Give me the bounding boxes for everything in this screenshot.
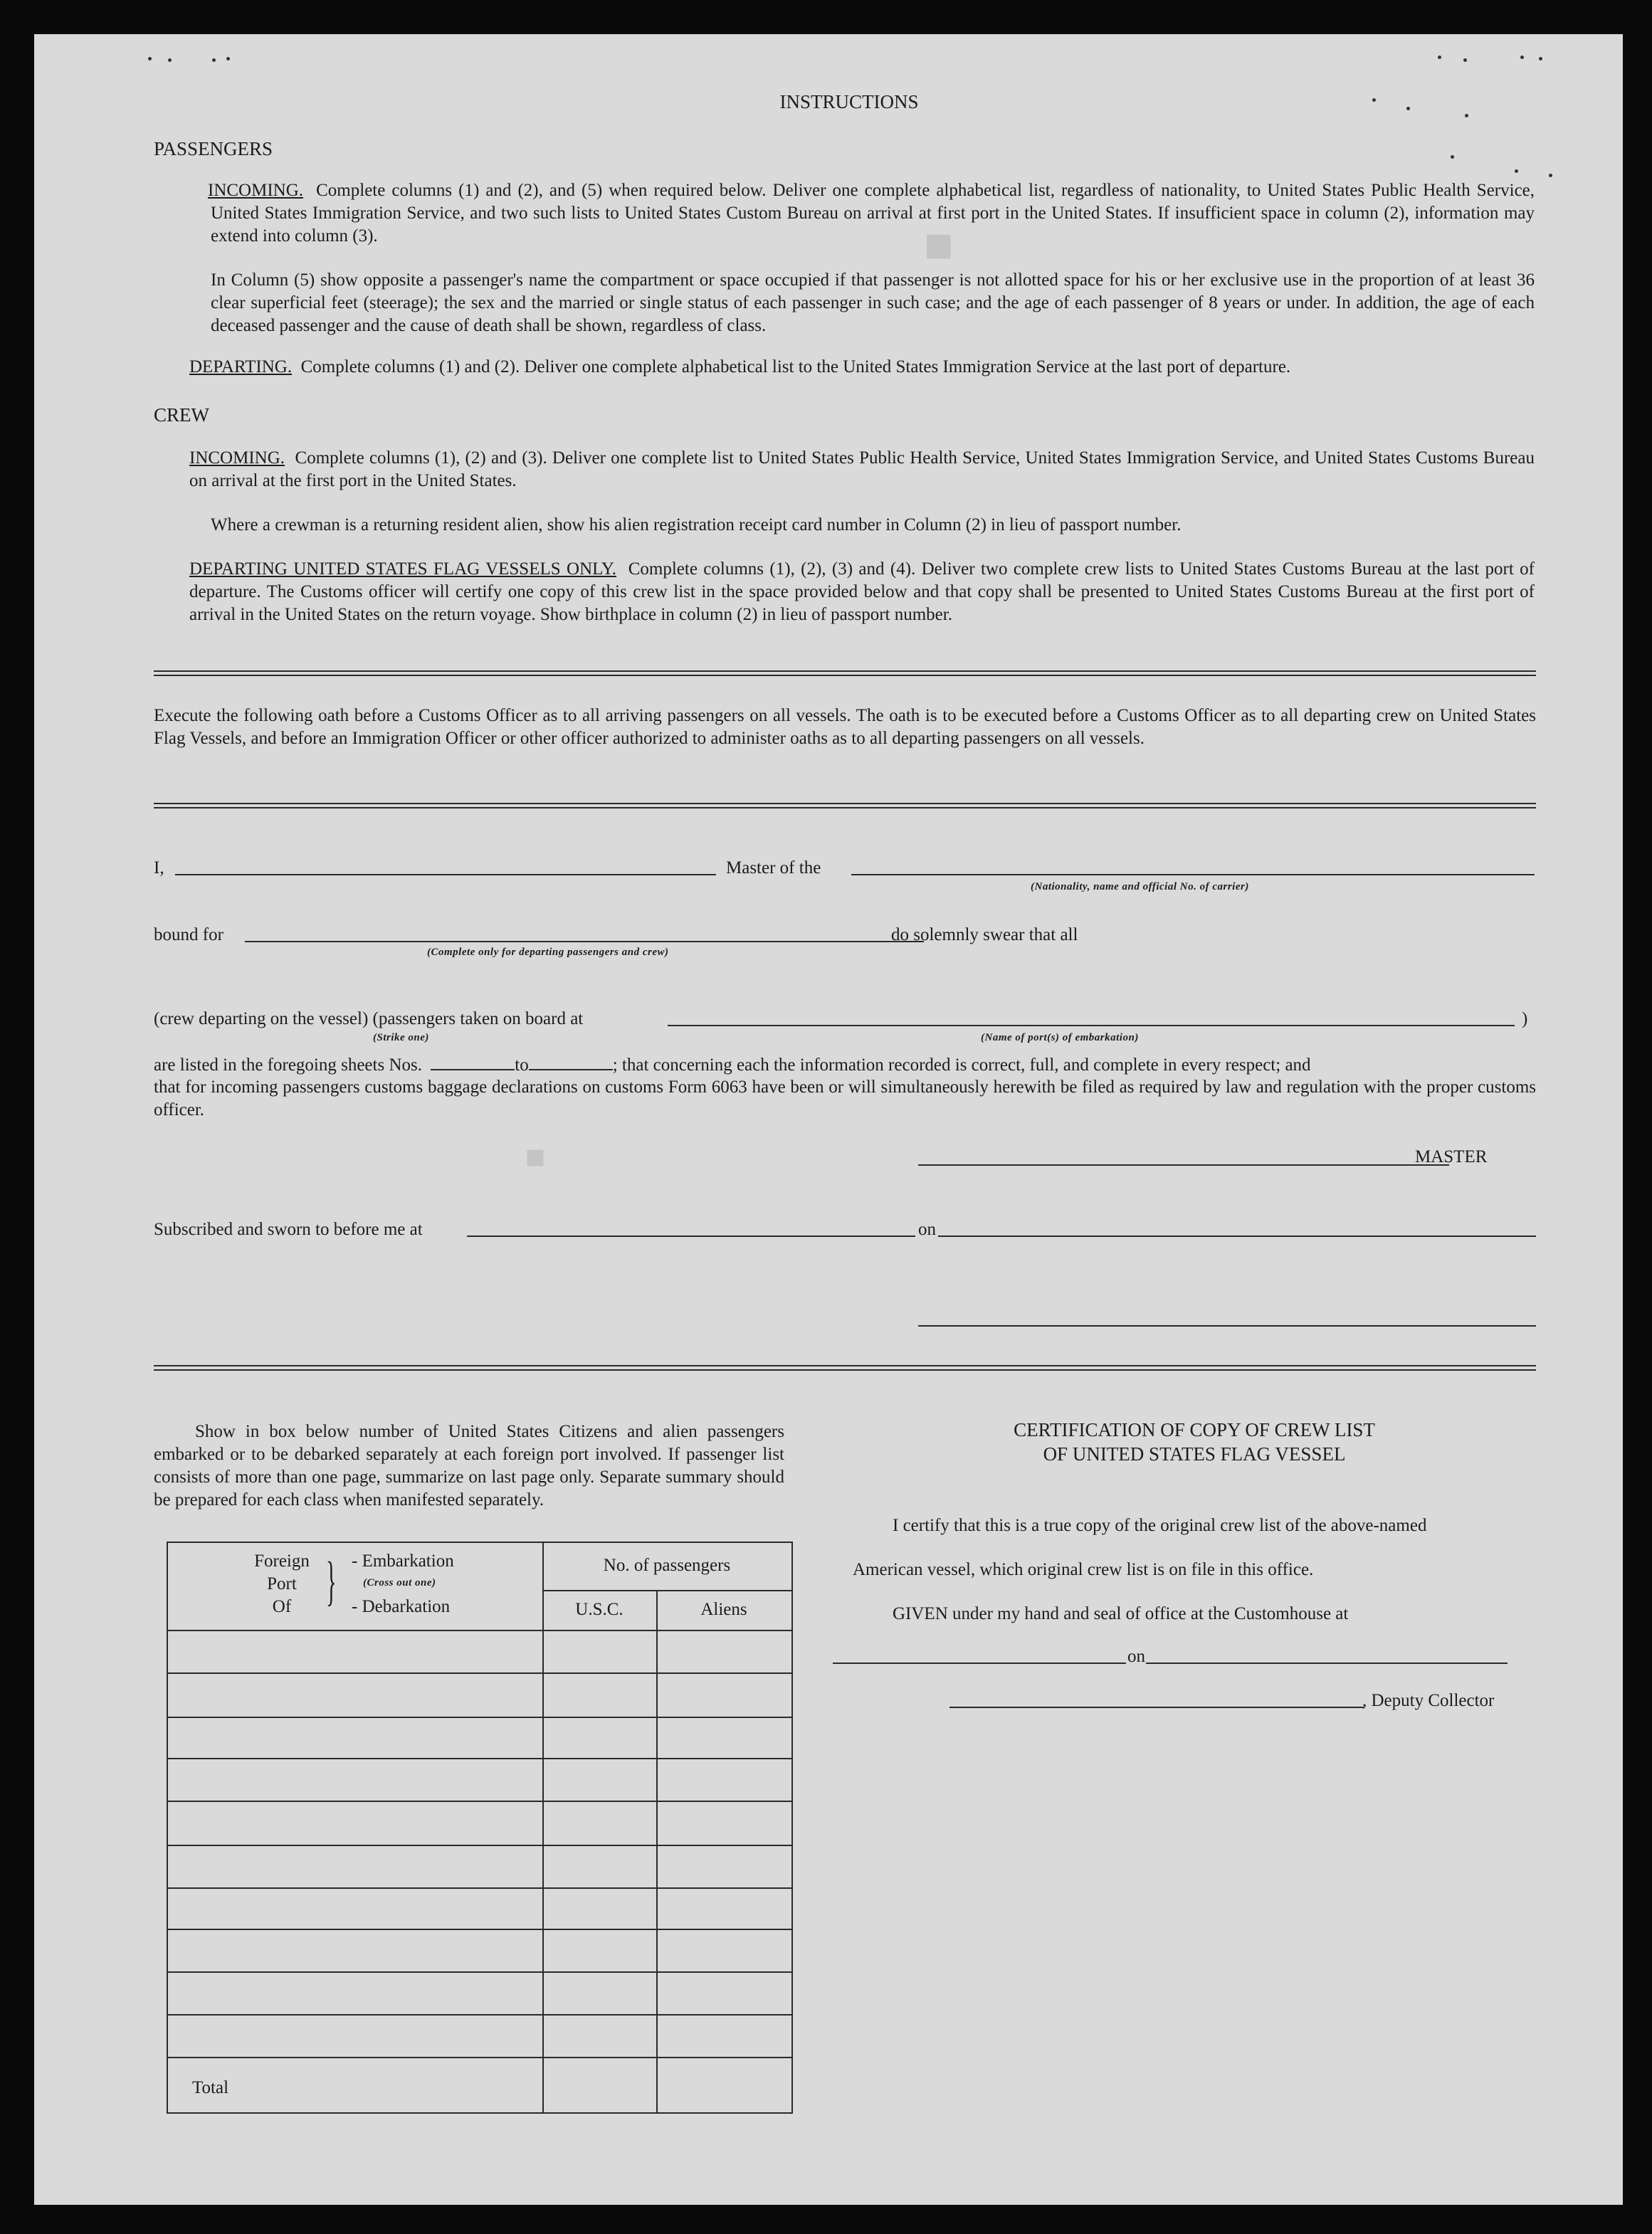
crew-incoming-instructions — [189, 447, 1535, 492]
summary-instructions: Show in box below number of United States Citizens and alien passengers embarked or to be debarked separately at each foreign port involved. If passenger list consists of more than one page, summarize on last page only. Separate summary should be prepared for each class when manifested separately. — [154, 1422, 784, 1509]
brace-icon: } — [326, 1551, 337, 1611]
officer-signature-field[interactable] — [918, 1325, 1536, 1327]
certification-title-line1: CERTIFICATION OF COPY OF CREW LIST — [1014, 1419, 1375, 1440]
table-row — [168, 1929, 791, 1930]
given-text: GIVEN under my hand and seal of office at the Customhouse at — [893, 1604, 1349, 1623]
subscribed-on-label: on — [918, 1220, 936, 1239]
oath-intro: Execute the following oath before a Customs Officer as to all arriving passengers on all vessels. The oath is to be executed before a Customs Officer as to all departing crew on United States Flag Vessels, and before an Immigration Officer or other officer authorized to administer oaths as to all departing passengers on all vessels. — [154, 706, 1536, 748]
crew-departing-label: DEPARTING UNITED STATES FLAG VESSELS ONLY. — [189, 559, 616, 579]
col-port-label: Port — [267, 1574, 297, 1593]
master-name-field[interactable] — [175, 874, 716, 875]
customhouse-place-field[interactable] — [833, 1663, 1126, 1664]
sheet-to-field[interactable] — [529, 1053, 613, 1070]
table-row — [168, 1672, 791, 1674]
certify-text: I certify that this is a true copy of the original crew list of the above-named — [893, 1516, 1427, 1535]
listed-prefix: are listed in the foregoing sheets Nos. — [154, 1055, 422, 1075]
deputy-collector-signature-field[interactable] — [949, 1707, 1364, 1708]
table-row — [168, 1758, 791, 1759]
col-passengers-label: No. of passengers — [603, 1556, 731, 1575]
table-header-divider — [542, 1590, 791, 1591]
cross-out-hint: (Cross out one) — [363, 1577, 436, 1588]
master-label: MASTER — [1415, 1147, 1488, 1166]
table-header-bottom — [168, 1630, 791, 1631]
passengers-departing-instructions — [189, 356, 1535, 379]
deputy-collector-label: , Deputy Collector — [1362, 1691, 1495, 1710]
swear-label: do solemnly swear that all — [891, 925, 1078, 944]
table-row — [168, 2057, 791, 2058]
table-row — [168, 1845, 791, 1846]
bleed-through-mark: ■ — [924, 226, 954, 263]
listed-suffix: ; that concerning each the information recorded is correct, full, and complete in every respect; and — [612, 1055, 1311, 1075]
passengers-departing-text: Complete columns (1) and (2). Deliver one complete alphabetical list to the United States Immigration Service at the last port of departure. — [300, 357, 1291, 376]
speck — [148, 57, 152, 60]
speck — [1463, 58, 1467, 62]
col-aliens-label: Aliens — [700, 1600, 747, 1619]
section-divider — [154, 1365, 1536, 1371]
port-hint: (Name of port(s) of embarkation) — [981, 1032, 1139, 1043]
passengers-heading: PASSENGERS — [154, 138, 273, 159]
col-foreign-label: Foreign — [254, 1551, 310, 1571]
embarkation-port-field[interactable] — [668, 1025, 1515, 1026]
listed-line — [154, 1053, 1536, 1077]
table-col-divider — [542, 1543, 544, 2112]
table-row — [168, 1717, 791, 1718]
sheet-from-field[interactable] — [431, 1053, 515, 1070]
passengers-incoming-label: INCOMING. — [208, 181, 304, 200]
table-row — [168, 1801, 791, 1802]
speck — [1438, 56, 1441, 59]
bound-for-field[interactable] — [245, 941, 924, 942]
speck — [168, 58, 172, 62]
strike-hint: (Strike one) — [373, 1032, 429, 1043]
speck — [1451, 155, 1454, 159]
col-of-label: Of — [272, 1597, 292, 1616]
to-label: to — [515, 1055, 529, 1075]
carrier-field[interactable] — [851, 874, 1535, 875]
certification-on-label: on — [1127, 1647, 1145, 1666]
passengers-incoming-instructions — [208, 179, 1535, 248]
passengers-column5-text: In Column (5) show opposite a passenger's name the compartment or space occupied if that passenger is not allotted space for his or her exclusive use in the proportion of at least 36 clear superficial feet (steerage); the sex and the married or single status of each passenger in such case; and the age of each passenger of 8 years or under. In addition, the age of each deceased passenger and the cause of death shall be shown, regardless of class. — [211, 270, 1535, 335]
subscribed-place-field[interactable] — [467, 1235, 915, 1237]
crew-incoming-label: INCOMING. — [189, 448, 285, 468]
crew-departing-text: Complete columns (1), (2), (3) and (4). Deliver two complete crew lists to United States Customs Bureau at the last port of departure. The Customs officer will certify one copy of this crew list in the space provided below and that copy shall be presented to United States Customs Bureau at the first port of arrival in the United States on the return voyage. Show birthplace in column (2) in lieu of passport number. — [189, 559, 1535, 624]
speck — [1539, 57, 1542, 60]
american-vessel-text: American vessel, which original crew list is on file in this office. — [853, 1560, 1314, 1579]
close-paren: ) — [1522, 1009, 1528, 1028]
section-divider — [154, 803, 1536, 808]
page-title: INSTRUCTIONS — [779, 91, 919, 112]
subscribed-label: Subscribed and sworn to before me at — [154, 1220, 423, 1239]
speck — [212, 58, 216, 62]
form-page — [34, 34, 1623, 2205]
speck — [1465, 114, 1468, 117]
crew-incoming-text: Complete columns (1), (2) and (3). Deliver one complete list to United States Public Health Service, United States Immigration Service, and United States Customs Bureau on arrival at the first port in the United States. — [189, 448, 1535, 490]
bound-for-label: bound for — [154, 925, 223, 944]
certification-title-line2: OF UNITED STATES FLAG VESSEL — [1043, 1443, 1346, 1465]
table-row — [168, 2014, 791, 2016]
table-row — [168, 1971, 791, 1973]
passengers-departing-label: DEPARTING. — [189, 357, 293, 376]
crew-departing-line: (crew departing on the vessel) (passengers taken on board at — [154, 1009, 584, 1028]
passengers-incoming-text: Complete columns (1) and (2), and (5) when required below. Deliver one complete alphabetical list, regardless of nationality, to United States Public Health Service, United States Immigration Service, and two such lists to United States Custom Bureau on arrival at first port in the United States. If insufficient space in column (2), information may extend into column (3). — [211, 181, 1535, 246]
bound-hint: (Complete only for departing passengers and crew) — [427, 947, 669, 958]
crew-resident-text: Where a crewman is a returning resident alien, show his alien registration receipt card number in Column (2) in lieu of passport number. — [211, 515, 1182, 534]
subscribed-date-field[interactable] — [938, 1235, 1536, 1237]
passenger-summary-table — [167, 1542, 793, 2114]
bleed-through-mark: ■ — [525, 1144, 546, 1169]
speck — [226, 57, 230, 60]
speck — [1520, 56, 1524, 59]
total-label: Total — [192, 2078, 229, 2097]
master-signature-field[interactable] — [918, 1164, 1449, 1166]
master-of-label: Master of the — [726, 858, 821, 878]
section-divider — [154, 670, 1536, 676]
debarkation-label: - Debarkation — [352, 1597, 451, 1616]
speck — [1549, 174, 1552, 177]
table-row — [168, 1887, 791, 1889]
crew-heading: CREW — [154, 404, 209, 426]
carrier-hint: (Nationality, name and official No. of carrier) — [1031, 881, 1249, 892]
col-usc-label: U.S.C. — [575, 1600, 624, 1619]
listed-rest: that for incoming passengers customs baggage declarations on customs Form 6063 have been or will simultaneously herewith be filed as required by law and regulation with the proper customs officer. — [154, 1078, 1536, 1119]
certification-date-field[interactable] — [1146, 1663, 1508, 1664]
oath-i-label: I, — [154, 858, 164, 878]
embarkation-label: - Embarkation — [352, 1551, 454, 1571]
crew-departing-instructions — [189, 558, 1535, 626]
speck — [1515, 169, 1518, 173]
table-col-divider — [656, 1590, 658, 2112]
